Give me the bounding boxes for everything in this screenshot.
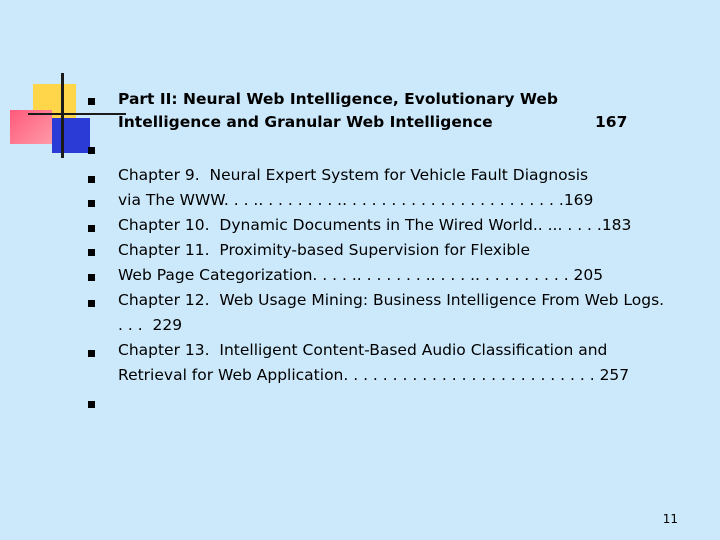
decorative-horizontal-line xyxy=(28,113,126,115)
toc-entry: Chapter 12. Web Usage Mining: Business Intelligence From Web Logs. xyxy=(118,291,665,309)
decorative-vertical-line xyxy=(61,73,64,158)
part-heading-line-2: Intelligence and Granular Web Intelligence xyxy=(118,113,493,131)
bullet-icon xyxy=(88,274,95,281)
bullet-icon xyxy=(88,225,95,232)
bullet-icon xyxy=(88,200,95,207)
slide-page-number: 11 xyxy=(662,512,678,526)
toc-entry: Chapter 9. Neural Expert System for Vehicle Fault Diagnosis xyxy=(118,166,589,184)
toc-entry: Chapter 11. Proximity-based Supervision for Flexible xyxy=(118,241,531,259)
toc-entry: . . . 229 xyxy=(118,316,183,334)
toc-entry: via The WWW. . . .. . . . . . . . .. . . . . . . . . . . . . . . . . . . . . . .169 xyxy=(118,191,594,209)
bullet-icon xyxy=(88,176,95,183)
bullet-icon xyxy=(88,300,95,307)
toc-entry: Retrieval for Web Application. . . . . . . . . . . . . . . . . . . . . . . . . . 257 xyxy=(118,366,630,384)
toc-entry: Chapter 10. Dynamic Documents in The Wired World.. ... . . . .183 xyxy=(118,216,632,234)
decorative-blue-square xyxy=(52,118,90,153)
bullet-icon xyxy=(88,401,95,408)
bullet-icon xyxy=(88,350,95,357)
toc-entry: Web Page Categorization. . . . .. . . . . . . .. . . . .. . . . . . . . . . 205 xyxy=(118,266,604,284)
bullet-icon xyxy=(88,249,95,256)
part-heading-line-1: Part II: Neural Web Intelligence, Evolutionary Web xyxy=(118,90,559,108)
bullet-icon xyxy=(88,147,95,154)
decorative-red-square xyxy=(10,110,52,144)
toc-entry: Chapter 13. Intelligent Content-Based Audio Classification and xyxy=(118,341,608,359)
bullet-icon xyxy=(88,98,95,105)
part-page-number: 167 xyxy=(595,113,628,131)
